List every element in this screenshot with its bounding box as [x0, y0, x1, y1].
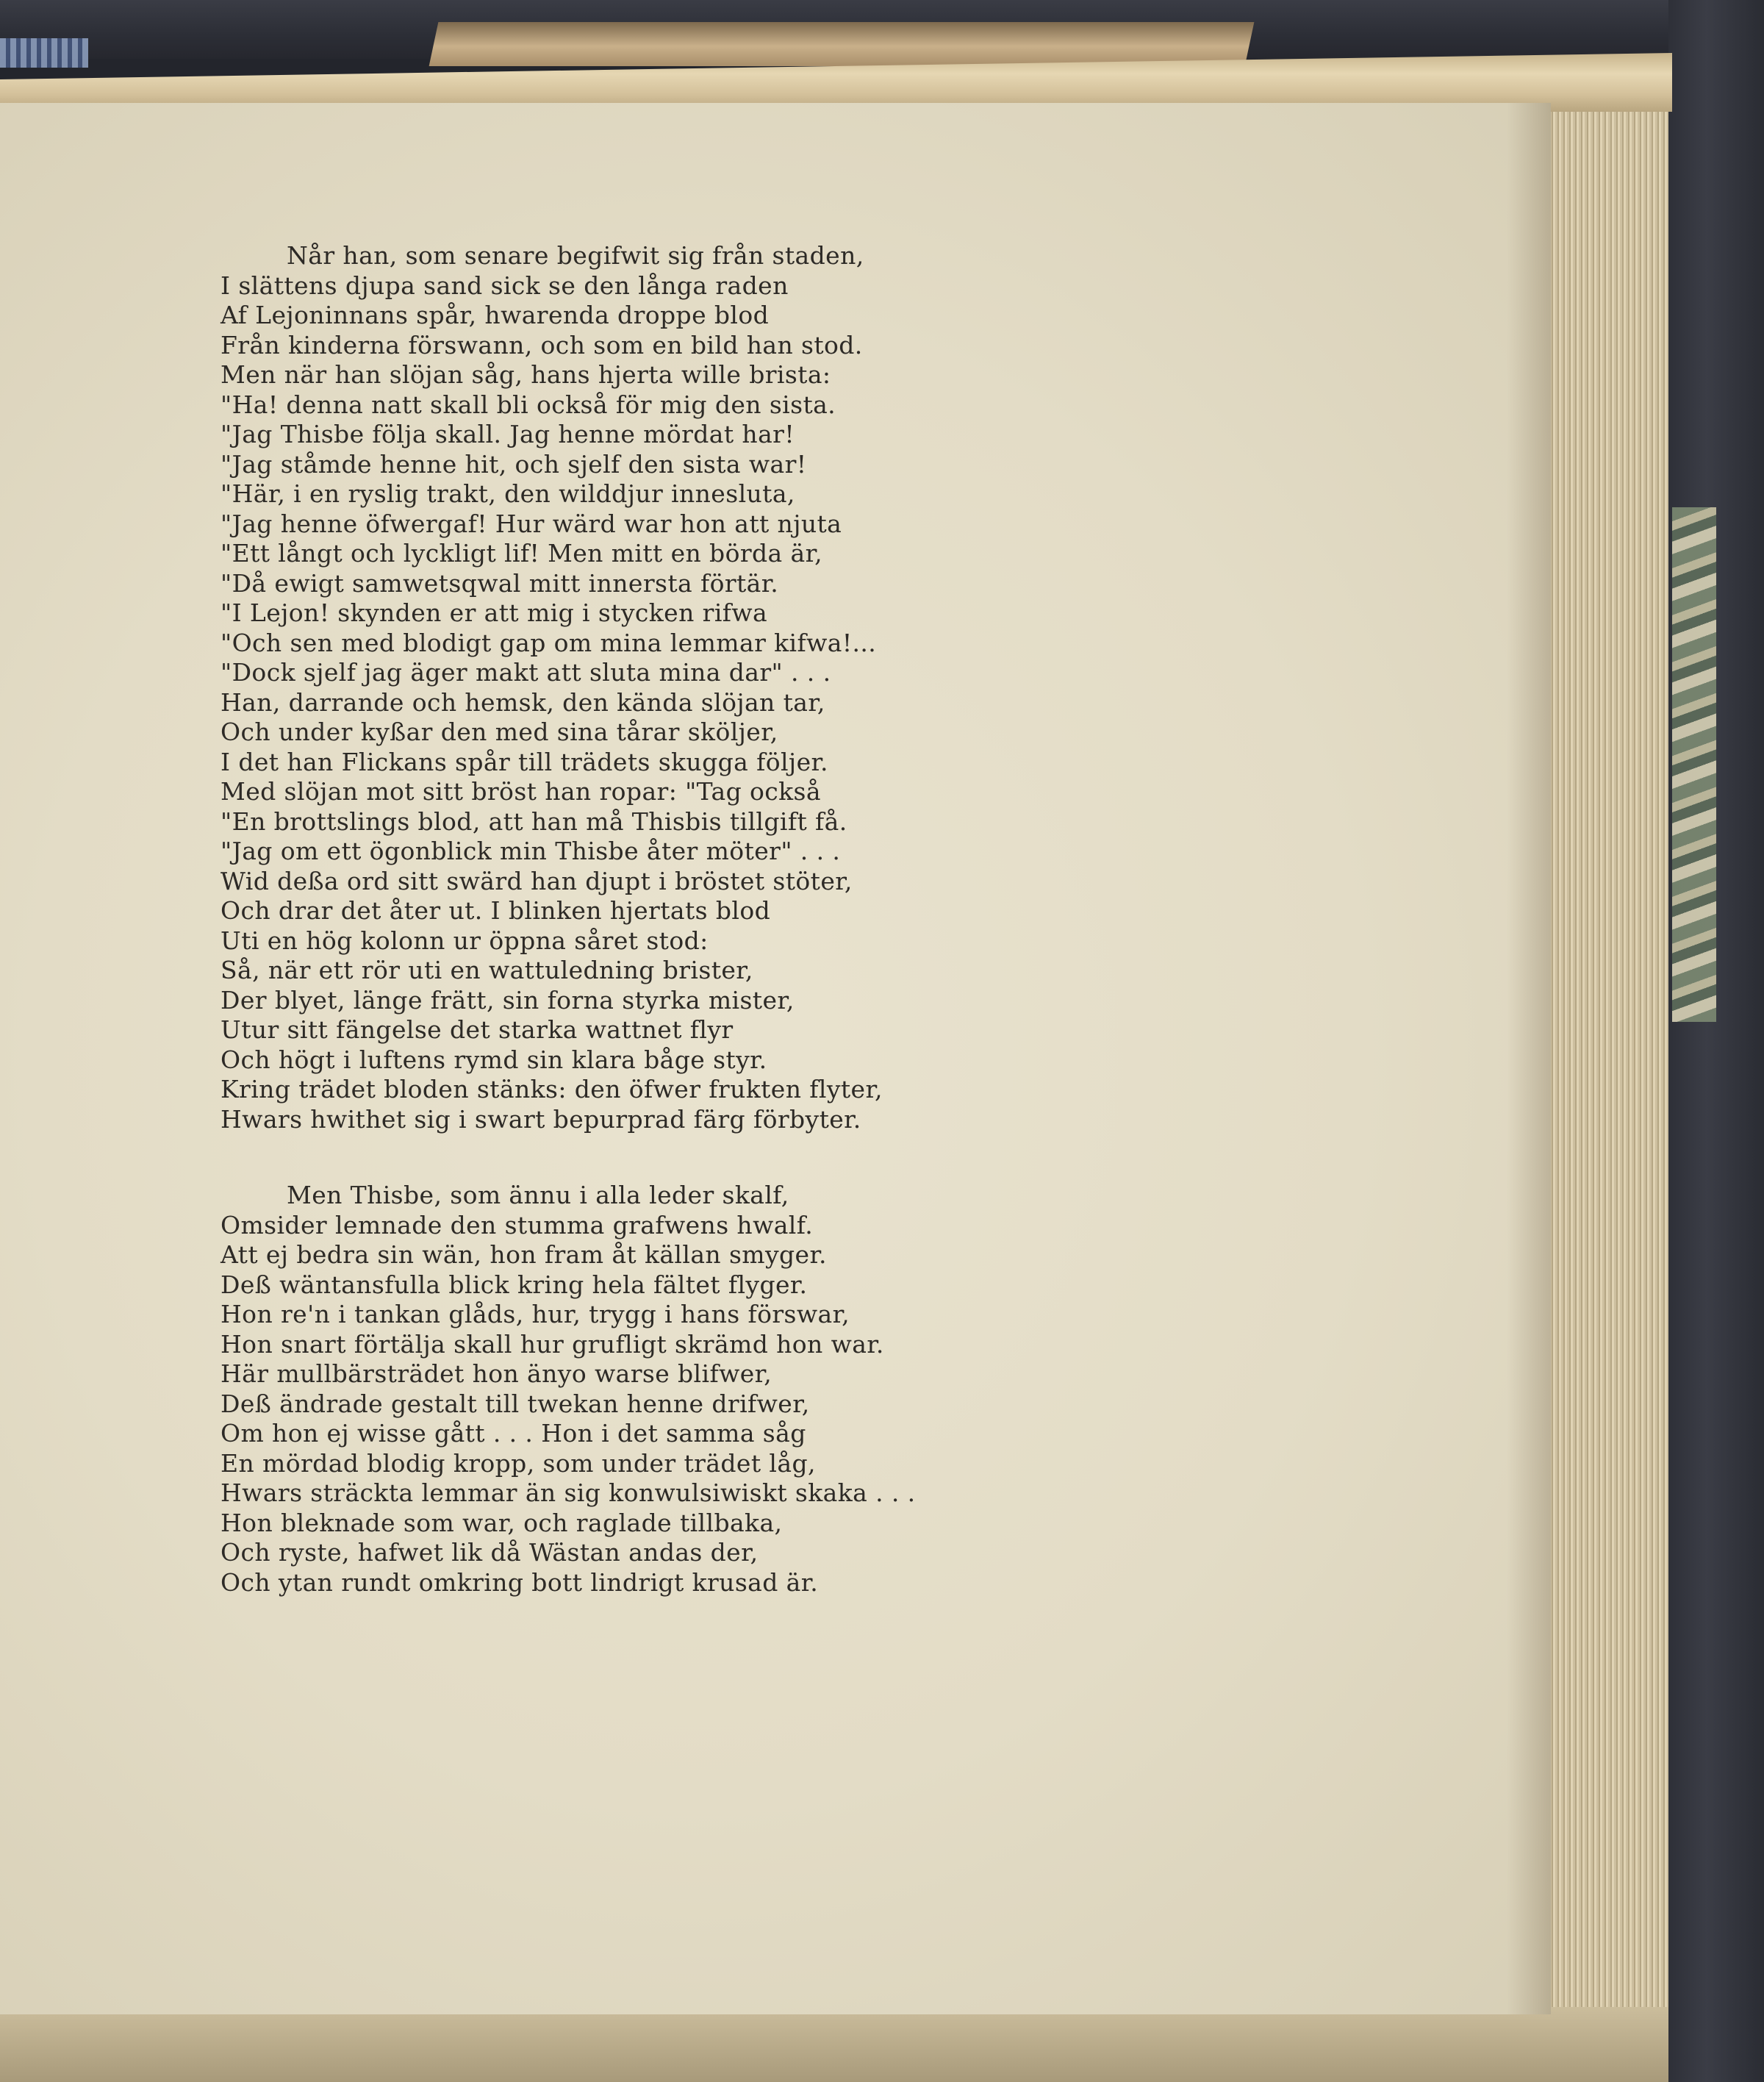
verse-line: Men Thisbe, som ännu i alla leder skalf,	[287, 1181, 789, 1209]
verse-line: Han, darrande och hemsk, den kända slöjan tar,	[220, 687, 825, 717]
verse-line: Omsider lemnade den stumma grafwens hwalf.	[220, 1210, 814, 1239]
verse-line: Och högt i luftens rymd sin klara båge styr.	[220, 1045, 767, 1074]
verse-line: "Jag ståmde henne hit, och sjelf den sista war!	[220, 449, 807, 479]
verse-line: Hon bleknade som war, och raglade tillbaka,	[220, 1508, 783, 1537]
verse-line: Och ytan rundt omkring bott lindrigt krusad är.	[220, 1567, 819, 1597]
verse-line: Deß ändrade gestalt till twekan henne drifwer,	[220, 1389, 810, 1418]
page-stack-edge	[1544, 81, 1668, 2022]
verse-line: Wid deßa ord sitt swärd han djupt i bröstet stöter,	[220, 866, 853, 895]
verse-line: Och ryste, hafwet lik då Wästan andas der,	[220, 1538, 759, 1567]
previous-page-edge	[429, 22, 1255, 66]
verse-line: "Jag om ett ögonblick min Thisbe åter möter" . . .	[220, 837, 841, 865]
verse-line: "Och sen med blodigt gap om mina lemmar kifwa!...	[220, 628, 877, 657]
verse-line: Med slöjan mot sitt bröst han ropar: "Tag också	[220, 777, 821, 806]
verse-line: Och drar det åter ut. I blinken hjertats blod	[220, 896, 771, 925]
verse-line: Når han, som senare begifwit sig från staden,	[287, 241, 864, 270]
verse-line: Men när han slöjan såg, hans hjerta wille brista:	[220, 360, 831, 389]
verse-line: Om hon ej wisse gått . . . Hon i det samma såg	[220, 1419, 806, 1448]
verse-line: Här mullbärsträdet hon änyo warse blifwer,	[220, 1359, 772, 1388]
stanza-2	[220, 1181, 1029, 1598]
verse-line: I slättens djupa sand sick se den långa raden	[220, 271, 789, 300]
verse-line: Hon snart förtälja skall hur grufligt skrämd hon war.	[220, 1329, 884, 1359]
book-cover-right	[1668, 0, 1764, 2082]
verse-line: "Jag henne öfwergaf! Hur wärd war hon att njuta	[220, 509, 842, 538]
verse-line: "Ett långt och lyckligt lif! Men mitt en börda är,	[220, 539, 823, 568]
verse-line: Hwars hwithet sig i swart bepurprad färg förbyter.	[220, 1104, 861, 1134]
verse-line: Kring trädet bloden stänks: den öfwer frukten flyter,	[220, 1075, 883, 1103]
verse-line: "I Lejon! skynden er att mig i stycken rifwa	[220, 598, 768, 627]
verse-line: Hon re'n i tankan glåds, hur, trygg i hans förswar,	[220, 1300, 850, 1328]
verse-line: Och under kyßar den med sina tårar sköljer,	[220, 718, 778, 746]
verse-line: Från kinderna förswann, och som en bild han stod.	[220, 330, 863, 359]
verse-line: "Då ewigt samwetsqwal mitt innersta förtär.	[220, 568, 779, 598]
verse-line: Uti en hög kolonn ur öppna såret stod:	[220, 926, 709, 955]
verse-line: Att ej bedra sin wän, hon fram åt källan smyger.	[220, 1240, 827, 1269]
verse-line: I det han Flickans spår till trädets skugga följer.	[220, 747, 828, 776]
marbled-endpaper	[1672, 507, 1716, 1022]
verse-line: "Jag Thisbe följa skall. Jag henne mördat har!	[220, 420, 795, 448]
verse-line: Deß wäntansfulla blick kring hela fältet flyger.	[220, 1270, 808, 1299]
verse-line: "En brottslings blod, att han må Thisbis tillgift få.	[220, 806, 847, 836]
spine-label	[0, 38, 88, 68]
verse-line: "Här, i en ryslig trakt, den wilddjur innesluta,	[220, 479, 795, 508]
page-stack-bottom	[0, 2007, 1668, 2082]
verse-line: Så, när ett rör uti en wattuledning brister,	[220, 956, 753, 984]
verse-line: Hwars sträckta lemmar än sig konwulsiwiskt skaka . . .	[220, 1478, 916, 1507]
verse-line: "Dock sjelf jag äger makt att sluta mina dar" . . .	[220, 658, 831, 687]
stanza-1	[220, 241, 1029, 1134]
verse-line: Af Lejoninnans spår, hwarenda droppe blod	[220, 301, 770, 329]
verse-line: Der blyet, länge frätt, sin forna styrka mister,	[220, 985, 795, 1015]
verse-line: "Ha! denna natt skall bli också för mig den sista.	[220, 390, 836, 419]
verse-line: Utur sitt fängelse det starka wattnet flyr	[220, 1015, 734, 1044]
verse-line: En mördad blodig kropp, som under trädet låg,	[220, 1448, 816, 1478]
